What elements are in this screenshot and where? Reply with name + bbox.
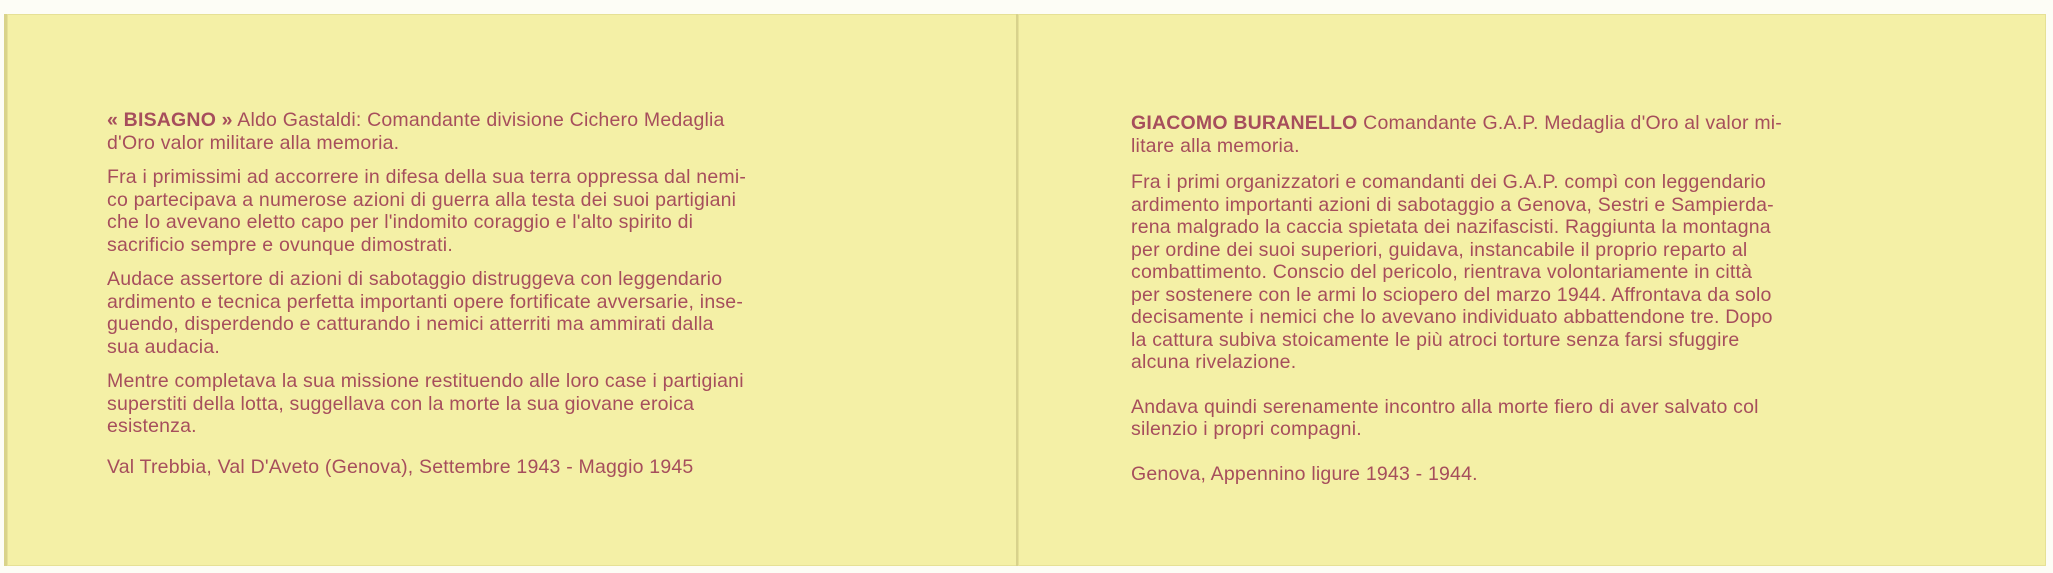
left-paragraph-2: Audace assertore di azioni di sabotaggio distruggeva con leggendario ardimento e tecnica perfetta importanti opere fortificate avversarie, inse- guendo, disperdendo e catturando i nemici atterriti ma ammirati dalla sua audacia. [107,268,744,358]
left-hero-name: « BISAGNO » [107,109,233,131]
left-citation-header [107,109,919,154]
right-place-date: Genova, Appennino ligure 1943 - 1944. [1131,462,1478,485]
left-place-date: Val Trebbia, Val D'Aveto (Genova), Settembre 1943 - Maggio 1945 [107,455,694,478]
right-hero-name: GIACOMO BURANELLO [1131,112,1358,134]
left-paragraph-1: Fra i primissimi ad accorrere in difesa della sua terra oppressa dal nemi- co partecipava a numerose azioni di guerra alla testa dei suoi partigiani che lo avevano eletto capo per l'indomito coraggio e l'alto spirito di sacrificio sempre e ovunque dimostrati. [107,166,747,256]
right-citation [1131,112,1943,499]
card-right-edge [2046,14,2053,566]
right-hero-title: Comandante G.A.P. Medaglia d'Oro al valor mi- litare alla memoria. [1131,112,1782,157]
left-citation [107,109,919,490]
right-citation-header [1131,112,1943,157]
right-paragraph-2: Andava quindi serenamente incontro alla morte fiero di aver salvato col silenzio i propri compagni. [1131,395,1759,440]
left-paragraph-3: Mentre completava la sua missione restituendo alle loro case i partigiani superstiti della lotta, suggellava con la morte la sua giovane eroica esistenza. [107,370,744,437]
card-fold-line [1016,14,1018,566]
right-paragraph-1: Fra i primi organizzatori e comandanti dei G.A.P. compì con leggendario ardimento importanti azioni di sabotaggio a Genova, Sestri e Sampierda- rena malgrado la caccia spietata dei nazifascisti. Raggiunta la montagna per ordine dei suoi superiori, guidava, instancabile il proprio reparto al combattimento. Conscio del pericolo, rientrava volontariamente in città per sostenere con le armi lo sciopero del marzo 1944. Affrontava da solo decisamente i nemici che lo avevano individuato abbattendone tre. Dopo la cattura subiva stoicamente le più atroci torture senza farsi sfuggire alcuna rivelazione. [1131,171,1774,373]
left-hero-title: Aldo Gastaldi: Comandante divisione Cichero Medaglia d'Oro valor militare alla memoria. [107,109,725,154]
